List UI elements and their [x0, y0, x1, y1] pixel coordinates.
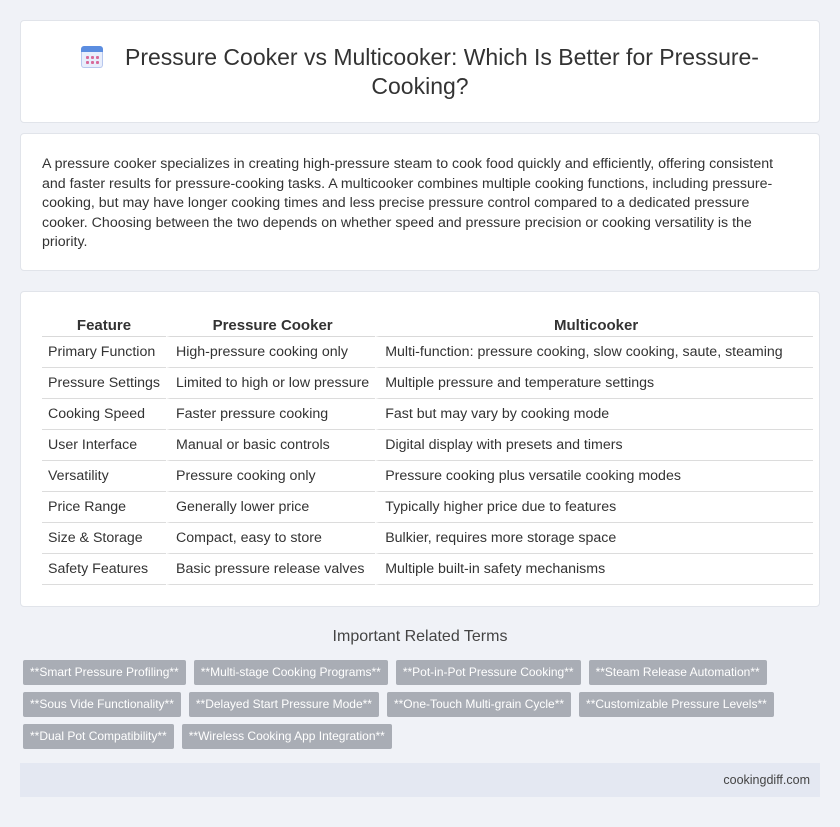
related-term-tag[interactable]: **One-Touch Multi-grain Cycle** — [387, 692, 571, 717]
table-header-row — [42, 314, 813, 337]
cell-feature: Primary Function — [42, 337, 166, 368]
related-term-tag[interactable]: **Sous Vide Functionality** — [23, 692, 181, 717]
page-title — [21, 43, 819, 101]
cell-multicooker: Multiple built-in safety mechanisms — [375, 554, 813, 585]
cell-feature: User Interface — [42, 430, 166, 461]
calendar-icon — [81, 46, 103, 68]
cell-feature: Size & Storage — [42, 523, 166, 554]
cell-feature: Cooking Speed — [42, 399, 166, 430]
related-term-tag[interactable]: **Customizable Pressure Levels** — [579, 692, 774, 717]
page-title-text: Pressure Cooker vs Multicooker: Which Is Better for Pressure-Cooking? — [125, 44, 759, 99]
cell-multicooker: Bulkier, requires more storage space — [375, 523, 813, 554]
cell-multicooker: Multi-function: pressure cooking, slow cooking, saute, steaming — [375, 337, 813, 368]
footer — [20, 763, 820, 797]
table-row — [42, 430, 813, 461]
cell-pressure-cooker: Generally lower price — [166, 492, 375, 523]
table-row — [42, 399, 813, 430]
table-row — [42, 337, 813, 368]
comparison-table — [42, 314, 813, 585]
table-row — [42, 461, 813, 492]
cell-feature: Pressure Settings — [42, 368, 166, 399]
intro-card — [20, 133, 820, 271]
cell-multicooker: Typically higher price due to features — [375, 492, 813, 523]
cell-pressure-cooker: Faster pressure cooking — [166, 399, 375, 430]
related-term-tag[interactable]: **Smart Pressure Profiling** — [23, 660, 186, 685]
header-card — [20, 20, 820, 123]
cell-pressure-cooker: Manual or basic controls — [166, 430, 375, 461]
table-row — [42, 368, 813, 399]
related-term-tag[interactable]: **Dual Pot Compatibility** — [23, 724, 174, 749]
cell-feature: Versatility — [42, 461, 166, 492]
cell-multicooker: Pressure cooking plus versatile cooking modes — [375, 461, 813, 492]
comparison-card — [20, 291, 820, 607]
table-row — [42, 492, 813, 523]
intro-paragraph: A pressure cooker specializes in creating high-pressure steam to cook food quickly and efficiently, offering consistent and faster results for pressure-cooking tasks. A multicooker combines multiple cooking functions, including pressure-cooking, but may have longer cooking times and less precise pressure control compared to a dedicated pressure cooker. Choosing between the two depends on whether speed and pressure precision or cooking versatility is the priority. — [42, 156, 774, 250]
related-term-tag[interactable]: **Multi-stage Cooking Programs** — [194, 660, 388, 685]
footer-site-link[interactable]: cookingdiff.com — [723, 773, 810, 787]
related-term-tag[interactable]: **Wireless Cooking App Integration** — [182, 724, 392, 749]
cell-pressure-cooker: Basic pressure release valves — [166, 554, 375, 585]
related-term-tag[interactable]: **Steam Release Automation** — [589, 660, 767, 685]
cell-pressure-cooker: Limited to high or low pressure — [166, 368, 375, 399]
cell-feature: Price Range — [42, 492, 166, 523]
header-pressure-cooker: Pressure Cooker — [166, 314, 375, 337]
related-term-tag[interactable]: **Pot-in-Pot Pressure Cooking** — [396, 660, 581, 685]
cell-pressure-cooker: Pressure cooking only — [166, 461, 375, 492]
cell-multicooker: Digital display with presets and timers — [375, 430, 813, 461]
header-feature: Feature — [42, 314, 166, 337]
related-term-tag[interactable]: **Delayed Start Pressure Mode** — [189, 692, 379, 717]
cell-multicooker: Fast but may vary by cooking mode — [375, 399, 813, 430]
related-terms-list — [23, 660, 813, 756]
header-multicooker: Multicooker — [375, 314, 813, 337]
table-row — [42, 554, 813, 585]
cell-feature: Safety Features — [42, 554, 166, 585]
related-terms-title: Important Related Terms — [332, 628, 508, 645]
cell-pressure-cooker: High-pressure cooking only — [166, 337, 375, 368]
table-row — [42, 523, 813, 554]
cell-pressure-cooker: Compact, easy to store — [166, 523, 375, 554]
cell-multicooker: Multiple pressure and temperature settings — [375, 368, 813, 399]
